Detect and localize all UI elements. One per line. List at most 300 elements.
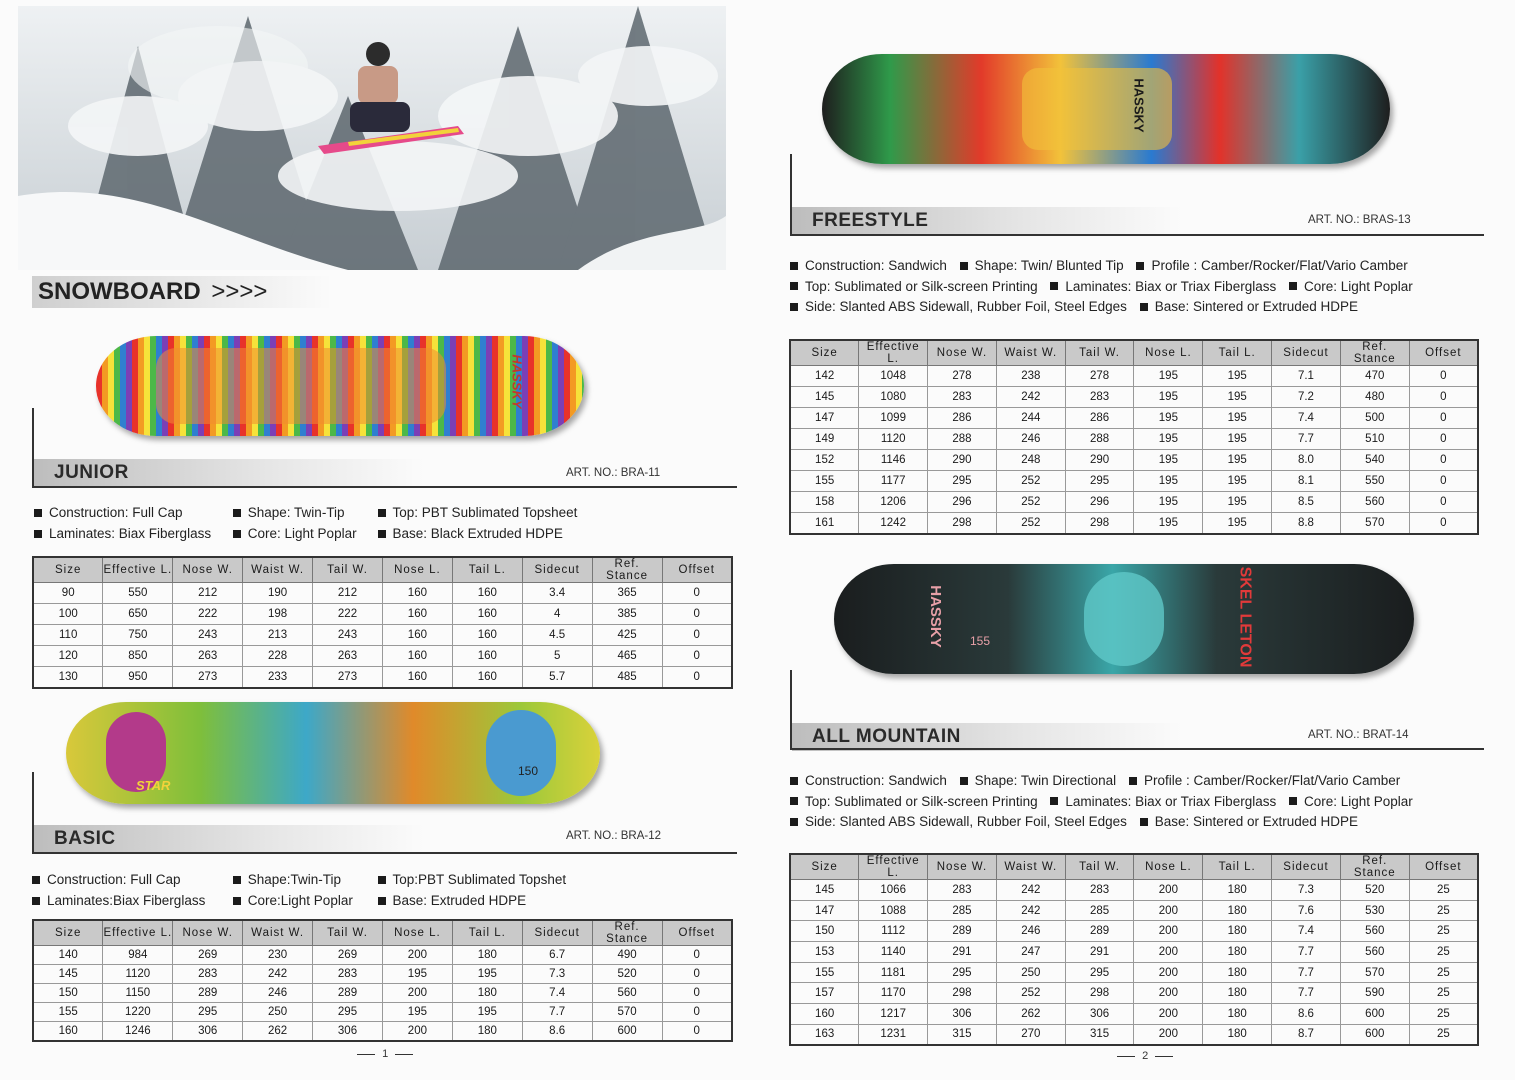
table-cell: 750 [103,625,173,646]
table-cell: 291 [1065,942,1134,963]
table-cell: 306 [928,1004,997,1025]
column-header: Sidecut [1272,340,1341,366]
table-cell: 520 [592,965,662,984]
column-header: Sidecut [1272,854,1341,880]
table-cell: 315 [928,1024,997,1045]
column-header: Tail L. [452,920,522,946]
basic-spec: Construction: Full Cap [47,872,181,887]
freestyle-frame-horizontal [790,234,1484,236]
column-header: Tail L. [452,557,522,583]
column-header: Nose L. [1134,854,1203,880]
junior-spec: Base: Black Extruded HDPE [392,526,563,541]
table-cell: 290 [928,450,997,471]
table-cell: 262 [243,1022,313,1041]
table-cell: 160 [33,1022,103,1041]
table-cell: 252 [996,513,1065,534]
column-header: Size [33,920,103,946]
all-mountain-board-name: SKEL LETON [1236,566,1254,668]
table-cell: 0 [662,646,732,667]
table-cell: 278 [928,366,997,387]
table-cell: 8.6 [522,1022,592,1041]
table-cell: 252 [996,983,1065,1004]
freestyle-spec: Shape: Twin/ Blunted Tip [974,258,1124,273]
table-cell: 520 [1340,880,1409,901]
table-cell: 160 [452,604,522,625]
table-cell: 195 [452,1003,522,1022]
all-mountain-spec: Shape: Twin Directional [974,773,1117,788]
table-cell: 180 [452,984,522,1003]
table-row [790,471,1478,492]
table-cell: 200 [1134,962,1203,983]
junior-frame-horizontal [32,486,737,488]
table-cell: 285 [928,900,997,921]
table-cell: 7.7 [522,1003,592,1022]
table-cell: 242 [996,387,1065,408]
table-cell: 0 [662,667,732,688]
basic-art-no: ART. NO.: BRA-12 [566,830,662,842]
freestyle-specs [790,256,1422,318]
table-cell: 530 [1340,900,1409,921]
table-cell: 7.4 [1272,408,1341,429]
table-cell: 228 [243,646,313,667]
table-cell: 470 [1340,366,1409,387]
table-cell: 1146 [859,450,928,471]
column-header: Effective L. [103,557,173,583]
basic-spec: Shape:Twin-Tip [247,872,342,887]
table-cell: 252 [996,471,1065,492]
page-number-1-text: 1 [382,1048,389,1060]
table-cell: 0 [662,1003,732,1022]
table-cell: 195 [1134,492,1203,513]
table-cell: 252 [996,492,1065,513]
column-header: Waist W. [243,920,313,946]
table-cell: 550 [1340,471,1409,492]
table-cell: 5 [522,646,592,667]
table-cell: 160 [382,667,452,688]
table-cell: 195 [1203,513,1272,534]
table-cell: 0 [662,965,732,984]
table-cell: 160 [382,625,452,646]
table-cell: 200 [382,984,452,1003]
table-cell: 160 [452,646,522,667]
column-header: Sidecut [522,557,592,583]
junior-art-no: ART. NO.: BRA-11 [566,467,661,479]
table-row [33,604,732,625]
table-cell: 195 [1203,450,1272,471]
junior-specs [34,502,586,544]
junior-size-table [32,556,733,689]
table-cell: 250 [243,1003,313,1022]
table-row [33,1022,732,1041]
table-cell: 180 [1203,1004,1272,1025]
table-cell: 283 [928,387,997,408]
table-cell: 222 [313,604,383,625]
table-cell: 213 [243,625,313,646]
table-cell: 25 [1409,900,1478,921]
column-header: Effective L. [859,340,928,366]
table-cell: 0 [662,946,732,965]
table-cell: 590 [1340,983,1409,1004]
table-cell: 0 [1409,513,1478,534]
table-row [790,450,1478,471]
table-cell: 365 [592,583,662,604]
all-mountain-specs [790,771,1422,833]
table-cell: 190 [243,583,313,604]
table-cell: 560 [1340,492,1409,513]
table-cell: 269 [313,946,383,965]
table-cell: 291 [928,942,997,963]
table-cell: 540 [1340,450,1409,471]
table-cell: 195 [1134,471,1203,492]
table-cell: 286 [928,408,997,429]
freestyle-spec-line-2 [790,277,1422,298]
table-cell: 160 [382,646,452,667]
table-cell: 25 [1409,1004,1478,1025]
table-cell: 7.4 [522,984,592,1003]
table-cell: 248 [996,450,1065,471]
table-cell: 490 [592,946,662,965]
table-cell: 195 [1203,387,1272,408]
section-heading-arrows: >>>> [211,278,268,305]
table-row [790,387,1478,408]
table-cell: 263 [173,646,243,667]
all-mountain-spec: Laminates: Biax or Triax Fiberglass [1065,793,1277,809]
table-cell: 160 [452,583,522,604]
table-cell: 25 [1409,962,1478,983]
table-cell: 4 [522,604,592,625]
column-header: Offset [1409,854,1478,880]
all-mountain-spec-line-2 [790,792,1422,813]
table-cell: 180 [1203,880,1272,901]
table-cell: 1181 [859,962,928,983]
table-cell: 8.7 [1272,1024,1341,1045]
column-header: Effective L. [103,920,173,946]
table-row [790,492,1478,513]
table-cell: 1048 [859,366,928,387]
table-cell: 195 [1134,513,1203,534]
column-header: Offset [1409,340,1478,366]
all-mountain-spec: Profile : Camber/Rocker/Flat/Vario Camber [1143,773,1401,788]
page-number-2-text: 2 [1142,1050,1149,1062]
freestyle-spec-line-1 [790,256,1422,277]
basic-frame-horizontal [32,852,737,854]
junior-spec: Construction: Full Cap [49,505,183,520]
table-cell: 158 [790,492,859,513]
freestyle-spec: Laminates: Biax or Triax Fiberglass [1065,278,1277,294]
table-cell: 570 [1340,962,1409,983]
table-cell: 233 [243,667,313,688]
table-cell: 0 [1409,450,1478,471]
junior-spec: Core: Light Poplar [247,526,357,541]
table-cell: 485 [592,667,662,688]
table-row [33,984,732,1003]
column-header: Size [33,557,103,583]
table-cell: 283 [1065,387,1134,408]
table-cell: 25 [1409,921,1478,942]
table-cell: 1112 [859,921,928,942]
table-cell: 7.7 [1272,983,1341,1004]
table-cell: 560 [592,984,662,1003]
table-cell: 0 [1409,366,1478,387]
table-row [790,1004,1478,1025]
snow-forest-illustration [18,6,726,270]
table-cell: 163 [790,1024,859,1045]
table-cell: 180 [452,1022,522,1041]
table-cell: 283 [173,965,243,984]
table-cell: 142 [790,366,859,387]
table-cell: 195 [1203,492,1272,513]
column-header: Ref. Stance [592,557,662,583]
column-header: Offset [662,557,732,583]
table-cell: 243 [173,625,243,646]
table-cell: 570 [592,1003,662,1022]
table-cell: 295 [1065,471,1134,492]
column-header: Tail W. [1065,854,1134,880]
section-heading [32,276,332,308]
table-cell: 25 [1409,942,1478,963]
table-cell: 140 [33,946,103,965]
table-cell: 180 [1203,942,1272,963]
table-cell: 195 [1134,408,1203,429]
table-cell: 0 [1409,471,1478,492]
table-cell: 180 [1203,1024,1272,1045]
table-row [790,962,1478,983]
table-cell: 0 [1409,492,1478,513]
table-cell: 283 [1065,880,1134,901]
table-cell: 200 [1134,880,1203,901]
table-cell: 7.6 [1272,900,1341,921]
table-cell: 200 [1134,921,1203,942]
table-cell: 238 [996,366,1065,387]
table-cell: 195 [1134,429,1203,450]
column-header: Nose L. [382,920,452,946]
table-cell: 295 [928,471,997,492]
table-cell: 1242 [859,513,928,534]
table-header-row [790,854,1478,880]
basic-spec: Base: Extruded HDPE [392,893,527,908]
column-header: Tail W. [313,557,383,583]
column-header: Nose L. [382,557,452,583]
table-cell: 120 [33,646,103,667]
table-row [33,667,732,688]
table-cell: 3.4 [522,583,592,604]
table-cell: 8.1 [1272,471,1341,492]
table-header-row [33,557,732,583]
table-cell: 247 [996,942,1065,963]
table-cell: 246 [996,921,1065,942]
table-cell: 160 [382,604,452,625]
table-cell: 270 [996,1024,1065,1045]
junior-spec: Top: PBT Sublimated Topsheet [392,505,578,520]
junior-board-brand: HASSKY [509,354,525,409]
table-row [790,921,1478,942]
basic-spec-line-2 [32,890,575,911]
table-row [33,946,732,965]
table-cell: 289 [173,984,243,1003]
table-cell: 1177 [859,471,928,492]
table-cell: 425 [592,625,662,646]
table-cell: 149 [790,429,859,450]
all-mountain-art-no: ART. NO.: BRAT-14 [1308,729,1409,741]
table-cell: 298 [928,513,997,534]
all-mountain-board-image [834,564,1414,674]
all-mountain-spec: Core: Light Poplar [1303,793,1413,809]
table-cell: 600 [1340,1004,1409,1025]
all-mountain-title: ALL MOUNTAIN [792,723,1182,751]
table-cell: 160 [382,583,452,604]
all-mountain-spec: Construction: Sandwich [805,773,947,788]
column-header: Nose W. [173,920,243,946]
table-cell: 242 [996,900,1065,921]
table-cell: 147 [790,900,859,921]
freestyle-spec: Profile : Camber/Rocker/Flat/Vario Camber [1151,258,1408,273]
table-cell: 8.5 [1272,492,1341,513]
table-cell: 147 [790,408,859,429]
column-header: Offset [662,920,732,946]
table-row [790,880,1478,901]
table-cell: 550 [103,583,173,604]
table-cell: 180 [1203,983,1272,1004]
table-row [790,1024,1478,1045]
table-cell: 1231 [859,1024,928,1045]
freestyle-board-image [822,54,1390,164]
freestyle-size-table [789,339,1479,535]
column-header: Tail L. [1203,854,1272,880]
table-cell: 160 [452,625,522,646]
table-cell: 195 [1203,408,1272,429]
column-header: Size [790,340,859,366]
table-cell: 285 [1065,900,1134,921]
table-cell: 560 [1340,942,1409,963]
page-number-2 [1113,1050,1177,1062]
table-cell: 198 [243,604,313,625]
table-row [790,408,1478,429]
hero-snow-photo [18,6,726,270]
table-cell: 7.7 [1272,962,1341,983]
table-cell: 4.5 [522,625,592,646]
table-cell: 650 [103,604,173,625]
table-cell: 8.6 [1272,1004,1341,1025]
table-row [33,965,732,984]
freestyle-title: FREESTYLE [792,207,1182,235]
column-header: Tail W. [313,920,383,946]
table-row [790,429,1478,450]
table-cell: 385 [592,604,662,625]
table-cell: 480 [1340,387,1409,408]
table-cell: 296 [1065,492,1134,513]
table-row [33,583,732,604]
column-header: Waist W. [996,854,1065,880]
column-header: Sidecut [522,920,592,946]
column-header: Nose W. [928,340,997,366]
table-cell: 250 [996,962,1065,983]
table-cell: 200 [1134,1004,1203,1025]
table-cell: 150 [790,921,859,942]
table-cell: 298 [928,983,997,1004]
table-cell: 1170 [859,983,928,1004]
freestyle-spec: Base: Sintered or Extruded HDPE [1154,299,1359,314]
basic-size-table [32,919,733,1042]
table-cell: 195 [382,1003,452,1022]
table-cell: 155 [33,1003,103,1022]
table-cell: 950 [103,667,173,688]
table-cell: 130 [33,667,103,688]
table-cell: 153 [790,942,859,963]
table-row [790,942,1478,963]
basic-title: BASIC [34,825,424,853]
table-cell: 295 [313,1003,383,1022]
table-row [33,646,732,667]
table-cell: 1120 [859,429,928,450]
table-cell: 0 [662,984,732,1003]
table-cell: 1066 [859,880,928,901]
all-mountain-spec-line-3 [790,812,1422,833]
basic-board-image [66,702,600,804]
table-cell: 1206 [859,492,928,513]
table-cell: 7.3 [522,965,592,984]
table-row [33,625,732,646]
junior-spec-line-1 [34,502,586,523]
column-header: Nose L. [1134,340,1203,366]
table-cell: 150 [33,984,103,1003]
table-cell: 283 [313,965,383,984]
table-cell: 1099 [859,408,928,429]
table-cell: 1120 [103,965,173,984]
table-cell: 306 [173,1022,243,1041]
table-cell: 195 [1203,429,1272,450]
table-cell: 195 [382,965,452,984]
table-cell: 160 [452,667,522,688]
table-cell: 160 [790,1004,859,1025]
all-mountain-spec: Base: Sintered or Extruded HDPE [1154,814,1359,829]
table-cell: 0 [662,583,732,604]
table-cell: 0 [1409,387,1478,408]
table-cell: 306 [1065,1004,1134,1025]
all-mountain-size-table [789,853,1479,1046]
table-cell: 600 [592,1022,662,1041]
table-cell: 1150 [103,984,173,1003]
junior-title: JUNIOR [34,459,424,487]
table-cell: 195 [1134,366,1203,387]
table-cell: 295 [1065,962,1134,983]
table-cell: 195 [452,965,522,984]
column-header: Ref. Stance [1340,340,1409,366]
table-row [790,983,1478,1004]
table-cell: 7.1 [1272,366,1341,387]
table-cell: 0 [1409,429,1478,450]
table-cell: 195 [1203,366,1272,387]
basic-spec: Core:Light Poplar [247,893,353,908]
table-cell: 242 [996,880,1065,901]
table-cell: 195 [1134,450,1203,471]
freestyle-art-no: ART. NO.: BRAS-13 [1308,214,1411,226]
table-cell: 7.7 [1272,942,1341,963]
table-cell: 1080 [859,387,928,408]
table-cell: 289 [928,921,997,942]
table-cell: 298 [1065,983,1134,1004]
column-header: Ref. Stance [1340,854,1409,880]
column-header: Size [790,854,859,880]
table-cell: 7.7 [1272,429,1341,450]
table-cell: 5.7 [522,667,592,688]
all-mountain-spec: Side: Slanted ABS Sidewall, Rubber Foil, Steel Edges [805,814,1127,829]
table-cell: 286 [1065,408,1134,429]
table-header-row [33,920,732,946]
table-cell: 295 [173,1003,243,1022]
table-cell: 288 [928,429,997,450]
table-cell: 25 [1409,880,1478,901]
column-header: Nose W. [173,557,243,583]
